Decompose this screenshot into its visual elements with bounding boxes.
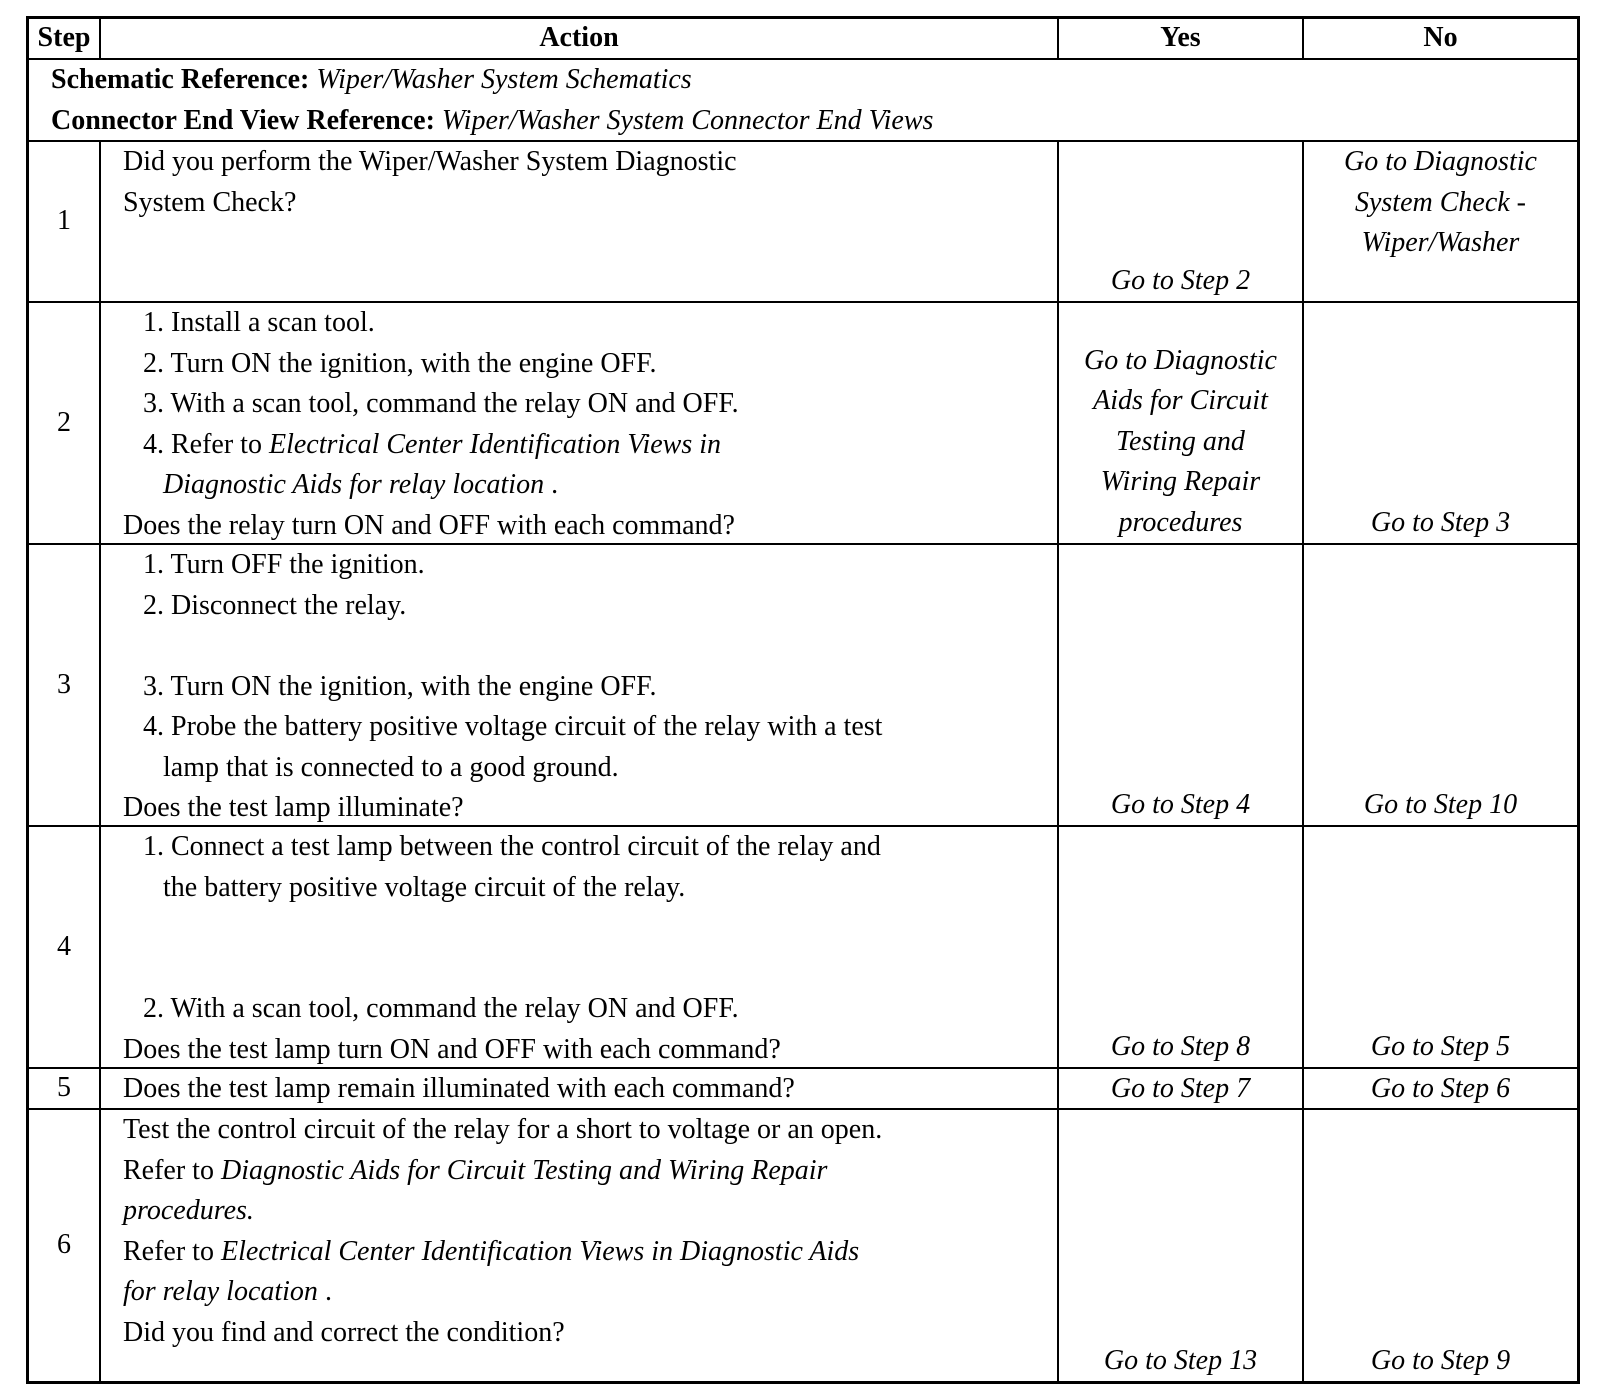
action-text: . [317,1276,332,1307]
action-question: Does the test lamp remain illuminated with each command? [123,1073,795,1104]
yes-result: Go to Step 2 [1110,264,1251,296]
connector-reference-label: Connector End View Reference: [51,104,435,136]
table-row-step-1 [29,142,1577,303]
action-line: Test the control circuit of the relay for a short to voltage or an open. [123,1114,883,1145]
action-question: Did you find and correct the condition? [123,1316,565,1348]
action-text: . [544,469,559,500]
step-no [1304,545,1577,825]
step-no [1304,1110,1577,1381]
schematic-reference-value: Wiper/Washer System Schematics [316,64,692,95]
no-result-line: Go to Diagnostic [1344,146,1537,177]
connector-reference-value: Wiper/Washer System Connector End Views [441,104,934,136]
step-yes [1059,142,1304,301]
yes-result-line: Testing and [1116,425,1245,457]
action-line [123,1151,1057,1192]
no-result: Go to Step 6 [1370,1073,1511,1104]
action-line: 2. Disconnect the relay. [143,589,407,621]
no-result: Go to Step 9 [1370,1344,1511,1376]
action-reference: for relay location [123,1276,318,1307]
step-no [1304,827,1577,1067]
header-yes: Yes [1059,19,1304,58]
step-number: 2 [29,303,101,543]
step-action [101,303,1059,543]
schematic-reference [51,60,1577,101]
step-number: 1 [29,142,101,301]
action-line: 2. With a scan tool, command the relay ON and OFF. [143,993,739,1024]
header-no: No [1423,22,1458,54]
action-line [123,1272,1057,1313]
yes-result-line: Aids for Circuit [1093,385,1268,416]
yes-result: Go to Step 7 [1110,1073,1251,1104]
yes-result-line: procedures [1118,506,1243,538]
table-row-step-3 [29,545,1577,827]
action-line: Did you perform the Wiper/Washer System Diagnostic [123,146,737,177]
no-result: Go to Step 3 [1370,506,1511,538]
yes-result: Go to Step 8 [1110,1030,1251,1062]
action-line [123,425,1057,466]
action-line: 4. Probe the battery positive voltage circuit of the relay with a test [143,711,883,742]
action-line: 1. Connect a test lamp between the control circuit of the relay and [143,831,881,862]
header-action: Action [101,19,1059,58]
yes-result-line: Go to Diagnostic [1084,344,1277,376]
step-no [1304,1069,1577,1108]
action-line: 3. With a scan tool, command the relay ON and OFF. [143,388,739,419]
action-reference: procedures. [123,1195,254,1226]
action-text: 4. Refer to [143,428,269,460]
action-reference: Diagnostic Aids for Circuit Testing and Wiring Repair [220,1154,828,1186]
action-question: Does the test lamp turn ON and OFF with each command? [123,1033,781,1065]
action-line [123,1191,1057,1232]
table-header-row [29,19,1577,60]
step-action [101,1069,1059,1108]
reference-row [29,60,1577,142]
action-line [123,1232,1057,1273]
no-result: Go to Step 10 [1363,788,1518,820]
yes-result-line: Wiring Repair [1100,466,1261,497]
step-action [101,545,1059,825]
step-action [101,827,1059,1067]
action-line: 1. Turn OFF the ignition. [143,549,425,580]
connector-reference [51,101,1577,142]
action-line [123,465,1057,506]
action-text: Refer to [123,1154,221,1186]
no-result-line: System Check - [1354,186,1527,218]
action-line: 1. Install a scan tool. [143,307,375,338]
schematic-reference-label: Schematic Reference: [51,64,310,95]
table-row-step-5 [29,1069,1577,1110]
action-reference: Electrical Center Identification Views in [268,428,722,460]
action-question: Does the relay turn ON and OFF with each command? [123,509,735,541]
step-action [101,1110,1059,1381]
step-yes [1059,545,1304,825]
no-result: Go to Step 5 [1370,1030,1511,1062]
step-no [1304,303,1577,543]
header-step: Step [29,19,101,58]
action-line: System Check? [123,186,297,218]
no-result-line: Wiper/Washer [1361,227,1520,258]
step-number: 3 [29,545,101,825]
action-text: Refer to [123,1235,221,1267]
step-yes [1059,827,1304,1067]
yes-result: Go to Step 13 [1103,1344,1258,1376]
action-reference: Electrical Center Identification Views in Diagnostic Aids [220,1235,860,1267]
action-question: Does the test lamp illuminate? [123,792,464,823]
step-yes [1059,1110,1304,1381]
step-yes [1059,303,1304,543]
action-reference: Diagnostic Aids for relay location [163,469,545,500]
table-row-step-6 [29,1110,1577,1381]
table-row-step-4 [29,827,1577,1069]
step-yes [1059,1069,1304,1108]
diagnostic-table [26,16,1580,1384]
step-number: 4 [29,827,101,1067]
step-number: 5 [29,1069,101,1108]
step-action [101,142,1059,301]
reference-block [29,60,1577,141]
action-line: 2. Turn ON the ignition, with the engine OFF. [143,347,657,379]
table-row-step-2 [29,303,1577,545]
action-line: lamp that is connected to a good ground. [163,751,619,783]
action-line: the battery positive voltage circuit of the relay. [163,871,686,903]
step-number: 6 [29,1110,101,1381]
action-line: 3. Turn ON the ignition, with the engine OFF. [143,670,657,702]
step-no [1304,142,1577,301]
yes-result: Go to Step 4 [1110,788,1251,820]
